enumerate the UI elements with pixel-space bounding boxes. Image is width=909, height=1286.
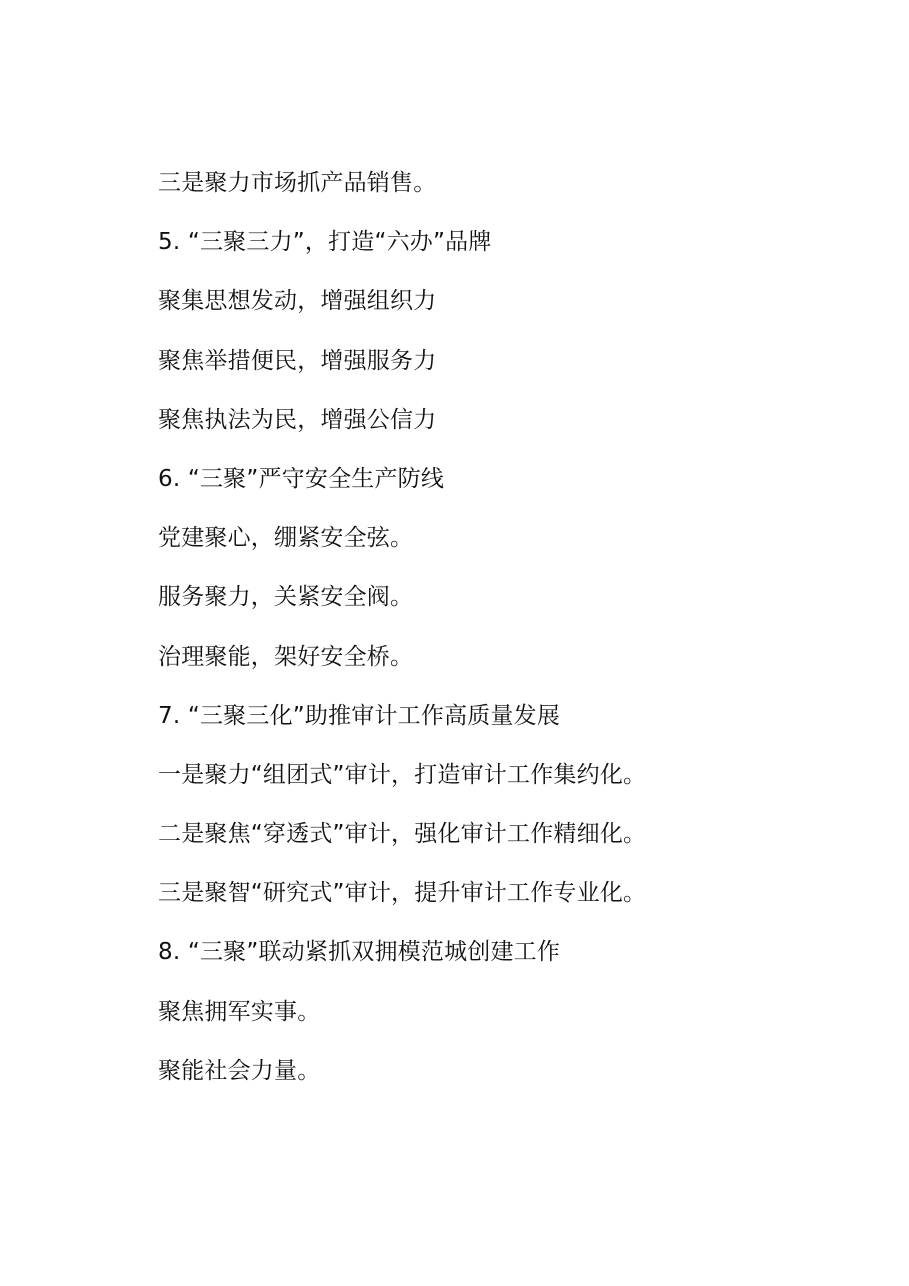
paragraph-organizational-power: 聚集思想发动，增强组织力 — [158, 288, 437, 315]
paragraph-safety-string: 党建聚心，绷紧安全弦。 — [158, 525, 414, 552]
paragraph-social-strength: 聚能社会力量。 — [158, 1057, 321, 1084]
paragraph-credibility-power: 聚焦执法为民，增强公信力 — [158, 406, 437, 433]
paragraph-sales: 三是聚力市场抓产品销售。 — [158, 170, 437, 196]
heading-5-six-office-brand: 5. “三聚三力”，打造“六办”品牌 — [158, 229, 492, 256]
paragraph-military-support: 聚焦拥军实事。 — [158, 998, 321, 1025]
heading-8-model-city: 8. “三聚”联动紧抓双拥模范城创建工作 — [158, 939, 561, 966]
paragraph-service-power: 聚焦举措便民，增强服务力 — [158, 347, 437, 374]
document-body — [158, 166, 858, 1113]
paragraph-safety-valve: 服务聚力，关紧安全阀。 — [158, 584, 414, 611]
paragraph-audit-refined: 二是聚焦“穿透式”审计，强化审计工作精细化。 — [158, 821, 647, 848]
heading-7-audit-development: 7. “三聚三化”助推审计工作高质量发展 — [158, 702, 561, 729]
paragraph-audit-intensive: 一是聚力“组团式”审计，打造审计工作集约化。 — [158, 761, 647, 788]
paragraph-safety-bridge: 治理聚能，架好安全桥。 — [158, 643, 414, 670]
paragraph-audit-professional: 三是聚智“研究式”审计，提升审计工作专业化。 — [158, 880, 647, 907]
heading-6-safety-production: 6. “三聚”严守安全生产防线 — [158, 465, 445, 492]
